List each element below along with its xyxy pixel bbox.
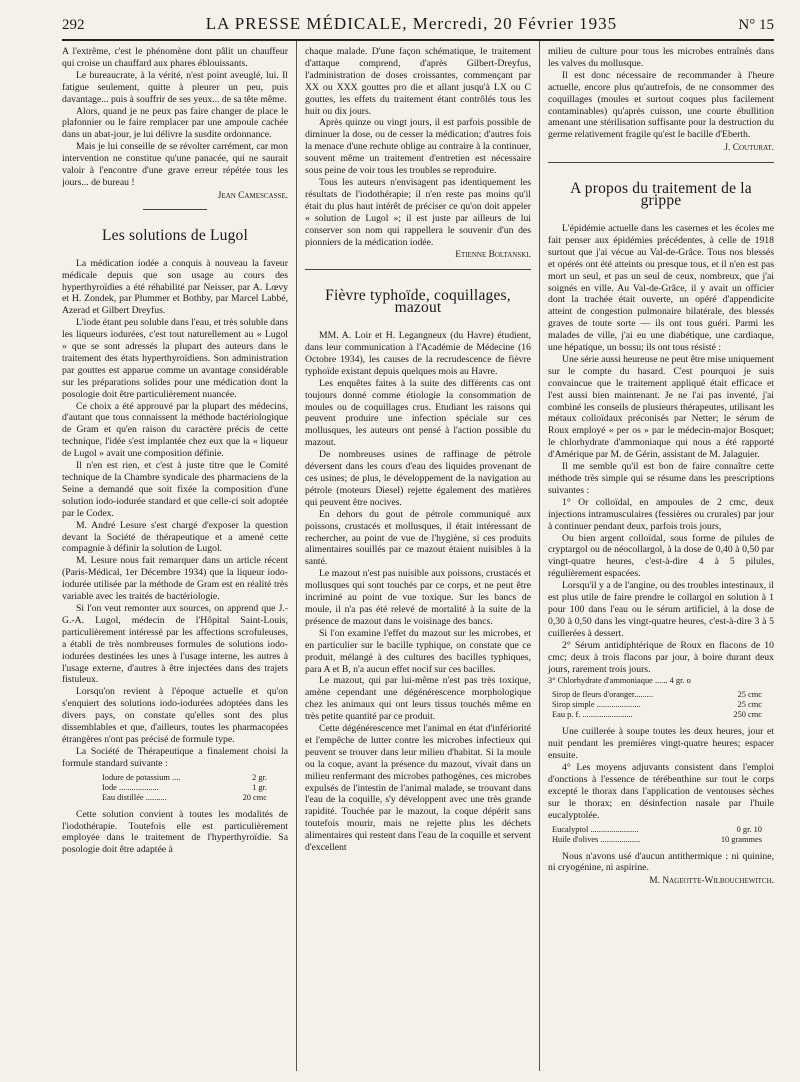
ingredient-qty: 2 gr. xyxy=(252,772,267,782)
paragraph: Ce choix a été approuvé par la plupart des médecins, d'autant que tous connaissent la méthode bactériologique de Gram et qu'en raison du caractère précis de cette technique, l'idée s'est implantée chez eux que la « liqueur de Lugol » avait une composition définie. xyxy=(62,400,288,460)
article-separator xyxy=(305,269,531,270)
paragraph: Après quinze ou vingt jours, il est parfois possible de diminuer la dose, ou de cesser la médication; d'autres fois la menace d'une rechute oblige au contraire à la continuer, souvent même un traitement d'entretien est nécessaire sous peine de voir tous les troubles se reproduire. xyxy=(305,117,531,177)
paragraph: L'épidémie actuelle dans les casernes et les écoles me fait penser aux épidémies précédentes, à celle de 1918 surtout que j'ai vécue au Val-de-Grâce. Tous nos blessés et opérés ont été atteints ou presque tous, et il n'en est pas mort un seul, et pas un seul de ceux, nombreux, que j'ai soignés en ville. Au Val-de-Grâce, il y avait un officier dont la trachée était ouverte, un opéré d'appendicite atteint de congestion pulmonaire bilatérale, des blessés graves de toute sorte — ils ont tous guéri. Parmi les malades de ville, j'ai eu une diabétique, une cardiaque, une hépatique, un bossu; ils ont tous résisté : xyxy=(548,222,774,354)
eucalyptol-formula xyxy=(552,825,774,845)
column-3 xyxy=(539,41,774,1071)
ingredient-qty: 10 grammes xyxy=(720,834,762,844)
paragraph: Les enquêtes faites à la suite des différents cas ont toujours donné comme étiologie la consommation de moules ou de coquillages crus. Etudiant les raisons qui peuvent produire une infection spéciale sur ces mollusques, les auteurs ont pensé à l'action possible du mazout. xyxy=(305,377,531,449)
paragraph: La Société de Thérapeutique a finalement choisi la formule standard suivante : xyxy=(62,745,288,769)
paragraph: Mais je lui conseille de se révolter carrément, car mon intervention ne constitue qu'une panacée, qui ne saurait valoir à l'encontre d'une grave erreur répétée tous les jours... de bureau ! xyxy=(62,141,288,188)
article-separator xyxy=(143,209,207,210)
columns xyxy=(62,41,774,1071)
paragraph: Alors, quand je ne peux pas faire changer de place le plafonnier ou le faire remplacer par une ampoule cachée dans un abat-jour, je lui délivre la susdite ordonnance. xyxy=(62,105,288,141)
formula-row xyxy=(102,783,288,793)
paragraph: Une série aussi heureuse ne peut être mise uniquement sur le compte du hasard. C'est pourquoi je suis convaincue que le traitement appliqué était efficace et l'est aussi bien maintenant. Je ne l'ai pas inventé, j'ai combiné les conseils de plusieurs thérapeutes, utilisant les métaux colloïdaux préconisés par Netter; le sérum de Roux employé « per os » par le médecin-major Bosquet; le chlorhydrate d'ammoniaque qui nous a été rapporté d'Amérique par M. de Gérin, assistant de M. Jalaguier. xyxy=(548,353,774,461)
paragraph: A l'extrême, c'est le phénomène dont pâlit un chauffeur qui croise un chauffard aux phares éblouissants. xyxy=(62,46,288,69)
ingredient-qty: 0 gr. 10 xyxy=(736,824,762,834)
paragraph: Il n'en est rien, et c'est à juste titre que le Comité technique de la Chambre syndicale des pharmaciens de la Seine a demandé que soit fixée la composition d'une solution iodo-iodurée standard et que celle-ci soit adoptée par le Codex. xyxy=(62,460,288,519)
article-separator xyxy=(548,162,774,163)
ingredient-qty: 250 cmc xyxy=(733,710,762,720)
ingredient-name: Iodure de potassium .... xyxy=(102,772,181,782)
publication-title xyxy=(206,14,617,34)
paragraph: Cette solution convient à toutes les modalités de l'iodothérapie. Toutefois elle est particulièrement employée dans le traitement de l'hyperthyroïdie. Sa posologie doit être adaptée à xyxy=(62,808,288,856)
paragraph: De nombreuses usines de raffinage de pétrole déversent dans les cours d'eau des liquides provenant de ces usines; de plus, le développement de la navigation au pétrole (moteurs Diesel) rejette également des matières qui peuvent être nocives. xyxy=(305,449,531,508)
paragraph: Si l'on veut remonter aux sources, on apprend que J.-G.-A. Lugol, médecin de l'Hôpital Saint-Louis, particulièrement intéressé par les affections scrofuleuses, a établi de très nombreuses formules de solutions iodo-iodurées destinées les unes à l'usage interne, les autres à l'usage externe, d'autres à être injectées dans des trajets fistuleux. xyxy=(62,602,288,686)
page-number: 292 xyxy=(62,17,85,33)
paragraph: Si l'on examine l'effet du mazout sur les microbes, et en particulier sur le bacille typhique, on constate que ce produit, mélangé à des cultures des bacilles typhiques, para A et B, n'a aucun effet nocif sur ces bacilles. xyxy=(305,627,531,675)
publication-name: LA PRESSE MÉDICALE, xyxy=(205,14,408,33)
prescription-formula xyxy=(552,690,774,720)
paragraph: Le mazout, qui par lui-même n'est pas très toxique, amène cependant une dégénérescence morphologique chez les animaux qui ont leurs tissus touchés même en très petite quantité par ce produit. xyxy=(305,675,531,723)
author-signature: Jean Camescasse. xyxy=(217,190,288,201)
page-header xyxy=(62,14,774,36)
ingredient-name: Huile d'olives ................... xyxy=(552,834,641,844)
paragraph: La médication iodée a conquis à nouveau la faveur médicale depuis que son usage au cours des hyperthyroïdies a été réhabilité par Neisser, par A. Lœvy et H. Zondek, par Plummer et Bothby, par Marcel Labbé, Azerad et Gilbert Dreyfus. xyxy=(62,257,288,317)
ingredient-name: Iode ................... xyxy=(102,782,159,792)
prescription-line: 3° Chlorhydrate d'ammoniaque ...... 4 gr. o xyxy=(548,676,691,686)
article-title: A propos du traitement de la grippe xyxy=(570,180,752,210)
ingredient-name: Eau p. f. ........................ xyxy=(552,710,633,720)
ingredient-qty: 25 cmc xyxy=(737,690,762,700)
paragraph: Il me semble qu'il est bon de faire connaître cette méthode très simple qui se résume dans les prescriptions suivantes : xyxy=(548,461,774,496)
article-title: Les solutions de Lugol xyxy=(101,226,249,244)
article-title: Fièvre typhoïde, coquillages, mazout xyxy=(325,287,511,317)
paragraph: 1° Or colloïdal, en ampoules de 2 cmc, deux injections intramusculaires (fessières ou crurales) par jour à continuer pendant deux, parfois trois jours, xyxy=(548,496,774,532)
paragraph: milieu de culture pour tous les microbes entraînés dans les valves du mollusque. xyxy=(548,46,774,69)
paragraph: M. André Lesure s'est chargé d'exposer la question devant la Société de thérapeutique et a amené cette compagnie à définir la solution de Lugol. xyxy=(62,519,288,555)
paragraph: Une cuillerée à soupe toutes les deux heures, jour et nuit pendant les premières vingt-quatre heures; espacer ensuite. xyxy=(548,726,774,762)
ingredient-name: Eau distillée .......... xyxy=(102,792,167,802)
lugol-formula xyxy=(102,773,288,803)
ingredient-qty: 1 gr. xyxy=(252,782,267,792)
paragraph: Le mazout n'est pas nuisible aux poissons, crustacés et mollusques qui sont touchés par ce corps, et ne peut être incriminé au point de vue toxique. Sur les bancs de moule, il n'a pas été relevé de mortalité à la suite de la présence de mazout dans le voisinage des bancs. xyxy=(305,568,531,627)
author-signature: M. Nageotte-Wilbouchewitch. xyxy=(649,876,774,887)
paragraph: En dehors du gout de pétrole communiqué aux poissons, crustacés et mollusques, il était intéressant de rechercher, au point de vue de l'hygiène, si ces produits alimentaires souillés par ce mazout étaient nuisibles à la santé. xyxy=(305,508,531,568)
paragraph: L'iode étant peu soluble dans l'eau, et très soluble dans les liqueurs iodurées, c'est tout naturellement au « Lugol » que se sont adressés la plupart des auteurs dans le traitement des états hyperthyroïdiens. Son administration par gouttes est apparue comme un avantage considérable sur les préparations solides pour une médication dont la posologie doit être particulièrement nuancée. xyxy=(62,317,288,400)
ingredient-name: Sirop simple ..................... xyxy=(552,700,641,710)
column-2 xyxy=(296,41,539,1071)
paragraph: Le bureaucrate, à la vérité, n'est point aveuglé, lui. Il fatigue seulement, quitte à pleurer un peu, puis davantage... puis à souffrir de ses yeux... de sa tête même. xyxy=(62,69,288,105)
paragraph: Ou bien argent colloïdal, sous forme de pilules de cryptargol ou de néocollargol, à la dose de 0,40 à 0,50 par vingt-quatre heures, c'est-à-dire 4 à 5 pilules, régulièrement espacées. xyxy=(548,532,774,580)
formula-row xyxy=(102,773,288,783)
ingredient-qty: 25 cmc xyxy=(737,700,762,710)
author-signature: Etienne Boltanski. xyxy=(455,250,531,261)
paragraph: Lorsqu'on revient à l'époque actuelle et qu'on s'enquiert des solutions iodo-iodurées adoptées dans les divers pays, on constate qu'elles sont des plus dissemblables et que, d'ailleurs, toutes les pharmacopées étrangères n'ont pas précisé de formule type. xyxy=(62,686,288,745)
paragraph: Lorsqu'il y a de l'angine, ou des troubles intestinaux, il est plus utile de faire prendre le collargol en solution à 1 pour 100 dans l'eau ou le sérum artificiel, à la dose de 0,30 à 0,50 dans les vingt-quatre heures, c'est-à-dire 3 à 5 cuillerées à dessert. xyxy=(548,580,774,639)
formula-row xyxy=(552,700,774,710)
issue-number: N° 15 xyxy=(738,17,774,33)
paragraph: Cette dégénérescence met l'animal en état d'infériorité et l'empêche de lutter contre les microbes infectieux qui peuvent se trouver dans leur milieu d'habitat. Si la moule ou la coque, avant la présence du mazout, vivait dans un milieu renfermant des microbes pathogènes, ces microbes expulsés de l'intestin de l'animal malade, se trouvant dans l'eau de la coquille, s'y développent avec une très grande rapidité. Touchée par le mazout, la coque dépérit sans toutefois mourir, mais ne rejette plus les déchets alimentaires qui restent dans l'eau de la coquille et servent d'excellent xyxy=(305,723,531,854)
formula-row xyxy=(552,835,774,845)
formula-row xyxy=(552,710,774,720)
intro-article xyxy=(62,46,288,203)
author-signature: J. Couturat. xyxy=(724,143,774,154)
paragraph: chaque malade. D'une façon schématique, le traitement d'attaque comprend, d'après Gilbert-Dreyfus, l'administration de doses croissantes, commençant par XX ou XXX gouttes pro die et allant jusqu'à LX ou C gouttes, les effets du traitement étant contrôlés tous les huit ou dix jours. xyxy=(305,46,531,117)
paragraph: M. Lesure nous fait remarquer dans un article récent (Paris-Médical, 1er Décembre 1934) que la liqueur iodo-iodurée utilisée par la méthode de Gram est en réalité très variable avec les traités de bactériologie. xyxy=(62,555,288,603)
issue-date: Mercredi, 20 Février 1935 xyxy=(412,14,618,33)
paragraph: MM. A. Loir et H. Legangneux (du Havre) étudient, dans leur communication à l'Académie de Médecine (16 Octobre 1934), les causes de la recrudescence de fièvre typhoïde existant depuis quelques mois au Havre. xyxy=(305,330,531,377)
ingredient-name: Sirop de fleurs d'oranger......... xyxy=(552,690,654,700)
formula-row xyxy=(102,793,288,803)
paragraph: Il est donc nécessaire de recommander à l'heure actuelle, encore plus qu'autrefois, de ne consommer des coquillages (moules et surtout coques plus facilement contaminables) qu'après cuisson, une courte ébullition amenant une stérilisation suffisante pour la destruction du germe relativement fragile qu'est le bacille d'Eberth. xyxy=(548,69,774,141)
ingredient-qty: 20 cmc xyxy=(242,792,267,802)
paragraph: Tous les auteurs n'envisagent pas identiquement les résultats de l'iodothérapie; il n'en reste pas moins qu'il était du plus haut intérêt de préciser ce qu'on doit appeler « solution de Lugol »; il est juste par ailleurs de lui conserver son nom qui rappellera le souvenir d'un des pionniers de la médication iodée. xyxy=(305,176,531,248)
formula-row xyxy=(552,690,774,700)
column-1 xyxy=(62,41,296,1071)
ingredient-name: Eucalyptol ....................... xyxy=(552,824,639,834)
formula-row xyxy=(552,825,774,835)
paragraph: 2° Sérum antidiphtérique de Roux en flacons de 10 cmc; deux à trois flacons par jour, à boire durant deux jours, rarement trois jours. xyxy=(548,639,774,675)
paragraph: Nous n'avons usé d'aucun antithermique : ni quinine, ni cryogénine, ni aspirine. xyxy=(548,850,774,874)
paragraph: 4° Les moyens adjuvants consistent dans l'emploi d'onctions à l'essence de térébenthine sur tout le corps excepté le thorax dans l'application de ventouses sèches sur le thorax; en désinfection nasale par l'huile eucalyptolée. xyxy=(548,762,774,821)
